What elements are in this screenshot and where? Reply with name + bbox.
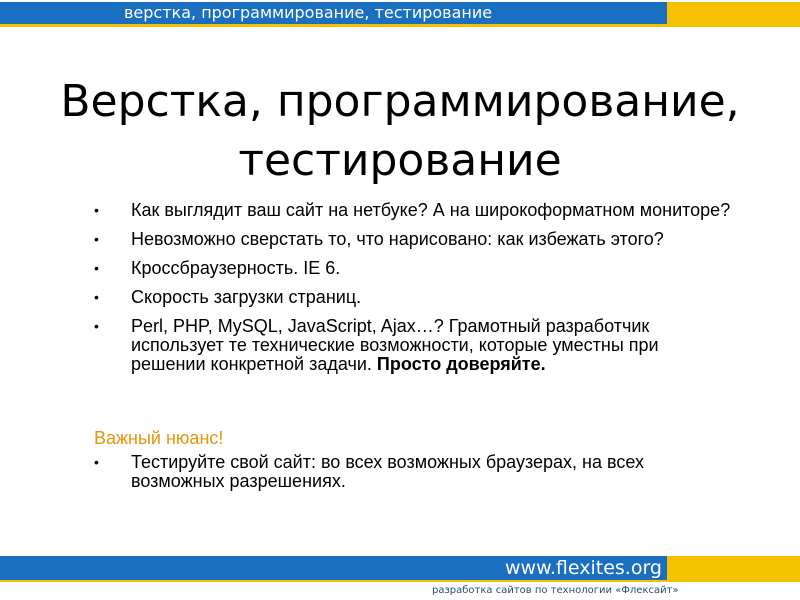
bullet-item xyxy=(94,259,734,278)
bullet-text: Как выглядит ваш сайт на нетбуке? А на широкоформатном мониторе? xyxy=(131,200,731,220)
bullet-list xyxy=(94,201,734,384)
top-bar-stripe xyxy=(0,24,800,27)
bullet-text: Perl, PHP, MySQL, JavaScript, Ajax…? Грамотный разработчик использует те технические возможности, которые уместны при решении конкретной задачи. xyxy=(131,316,659,374)
footer-tagline: разработка сайтов по технологии «Флексайт» xyxy=(432,585,679,596)
bullet-dot-icon: • xyxy=(94,289,99,305)
slide-title xyxy=(40,72,760,190)
bottom-bar xyxy=(0,556,800,600)
note-bullet-list xyxy=(94,453,734,491)
bullet-dot-icon: • xyxy=(94,260,99,276)
slide-title-line2: тестирование xyxy=(238,135,562,186)
bullet-item xyxy=(94,230,734,249)
bullet-text: Кроссбраузерность. IE 6. xyxy=(131,258,341,278)
bullet-dot-icon: • xyxy=(94,202,99,218)
bottom-bar-stripe xyxy=(0,580,800,582)
note-title: Важный нюанс! xyxy=(94,428,224,448)
top-bar-yellow xyxy=(667,2,800,24)
bullet-bold-text: Просто доверяйте. xyxy=(376,354,546,374)
bottom-bar-yellow xyxy=(667,556,800,580)
footer-url-link[interactable]: www.flexites.org xyxy=(504,557,662,579)
bullet-item xyxy=(94,201,734,220)
slide-title-line1: Верстка, программирование, xyxy=(60,76,740,127)
bullet-text: Невозможно сверстать то, что нарисовано: как избежать этого? xyxy=(131,229,664,249)
header-label: верстка, программирование, тестирование xyxy=(124,3,493,22)
bullet-item xyxy=(94,317,734,374)
bullet-dot-icon: • xyxy=(94,231,99,247)
bullet-item xyxy=(94,453,734,491)
bullet-dot-icon: • xyxy=(94,454,99,470)
top-bar xyxy=(0,0,800,27)
bullet-text: Тестируйте свой сайт: во всех возможных браузерах, на всех возможных разрешениях. xyxy=(131,452,644,491)
bullet-text: Скорость загрузки страниц. xyxy=(131,287,362,307)
bullet-dot-icon: • xyxy=(94,318,99,334)
bullet-item xyxy=(94,288,734,307)
